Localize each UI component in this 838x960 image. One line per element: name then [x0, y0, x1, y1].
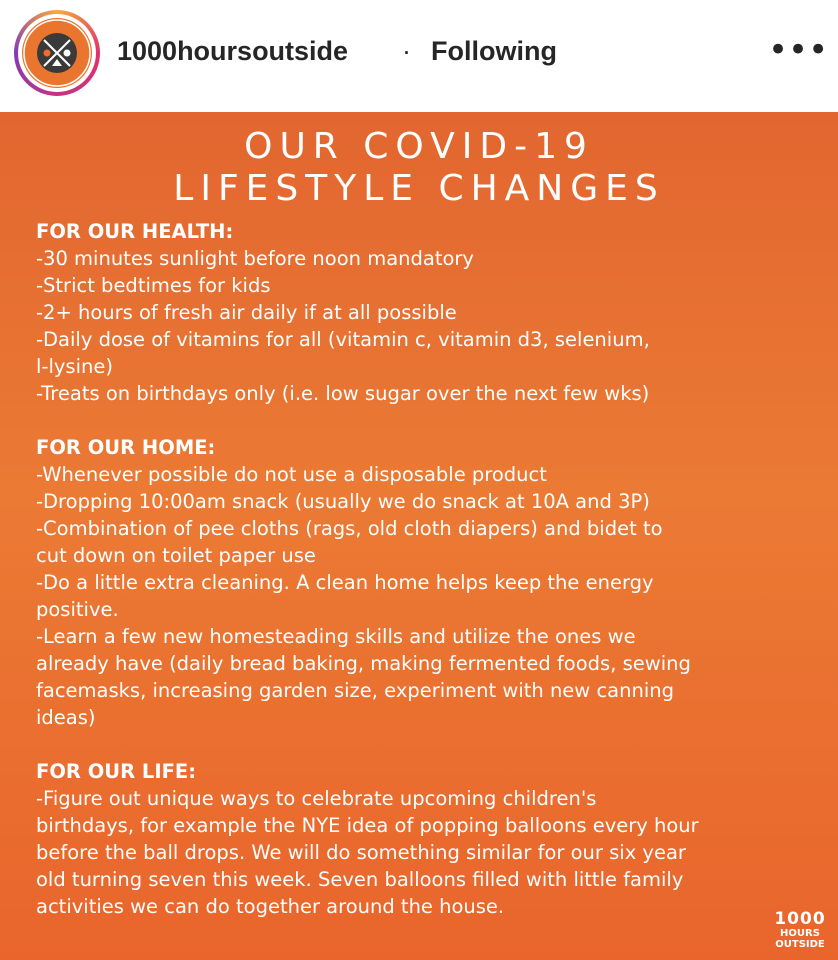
brand-watermark	[770, 910, 830, 950]
home-line: -Dropping 10:00am snack (usually we do snack at 10A and 3P)	[36, 490, 650, 513]
brand-line3: OUTSIDE	[775, 939, 825, 950]
health-line: -Strict bedtimes for kids	[36, 274, 271, 297]
more-options-icon[interactable]: •••	[768, 30, 829, 70]
home-line: positive.	[36, 598, 119, 621]
username-link[interactable]: 1000hoursoutside	[117, 36, 349, 66]
life-line: old turning seven this week. Seven balloons filled with little family	[36, 868, 684, 891]
home-line: -Whenever possible do not use a disposable product	[36, 463, 547, 486]
post-header	[0, 0, 838, 112]
life-line: activities we can do together around the house.	[36, 895, 505, 918]
brand-logo-icon	[22, 18, 92, 88]
life-heading: FOR OUR LIFE:	[36, 760, 197, 783]
post-image	[0, 112, 838, 960]
home-line: -Combination of pee cloths (rags, old cloth diapers) and bidet to	[36, 517, 663, 540]
separator-dot: ·	[402, 36, 411, 66]
home-line: -Learn a few new homesteading skills and utilize the ones we	[36, 625, 636, 648]
home-line: facemasks, increasing garden size, experiment with new canning	[36, 679, 674, 702]
post-body	[36, 218, 826, 920]
following-button[interactable]: Following	[431, 36, 557, 66]
avatar-ring	[18, 14, 96, 92]
brand-line1: 1000	[774, 909, 826, 929]
home-line: cut down on toilet paper use	[36, 544, 316, 567]
home-line: ideas)	[36, 706, 96, 729]
life-line: birthdays, for example the NYE idea of popping balloons every hour	[36, 814, 699, 837]
health-line: -30 minutes sunlight before noon mandatory	[36, 247, 474, 270]
health-line: -Daily dose of vitamins for all (vitamin c, vitamin d3, selenium,	[36, 328, 650, 351]
health-line: -2+ hours of fresh air daily if at all possible	[36, 301, 457, 324]
home-line: -Do a little extra cleaning. A clean home helps keep the energy	[36, 571, 654, 594]
brand-line2: HOURS	[780, 928, 820, 939]
home-heading: FOR OUR HOME:	[36, 436, 216, 459]
life-line: -Figure out unique ways to celebrate upcoming children's	[36, 787, 597, 810]
life-line: before the ball drops. We will do something similar for our six year	[36, 841, 686, 864]
health-line: -Treats on birthdays only (i.e. low sugar over the next few wks)	[36, 382, 650, 405]
health-heading: FOR OUR HEALTH:	[36, 220, 234, 243]
home-line: already have (daily bread baking, making fermented foods, sewing	[36, 652, 691, 675]
post-title-line2: LIFESTYLE CHANGES	[173, 168, 665, 209]
post-title-line1: OUR COVID-19	[244, 126, 594, 167]
avatar[interactable]	[14, 10, 100, 96]
health-line: l-lysine)	[36, 355, 113, 378]
